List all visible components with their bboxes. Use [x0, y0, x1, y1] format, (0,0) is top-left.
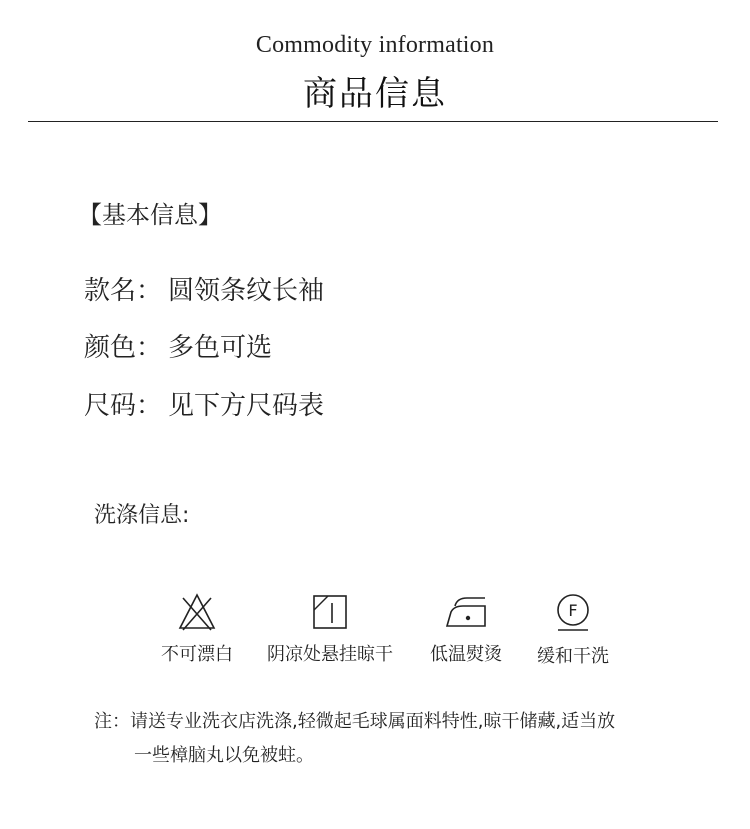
care-label: 缓和干洗 [537, 646, 609, 667]
field-size [84, 385, 324, 422]
field-label: 颜色 [84, 333, 137, 363]
care-note [94, 705, 694, 773]
care-label: 不可漂白 [161, 644, 233, 665]
note-line-1: 请送专业洗衣店洗涤,轻微起毛球属面料特性,晾干储藏,适当放 [130, 711, 616, 732]
field-separator: ： [136, 333, 163, 363]
svg-text:F: F [568, 601, 578, 620]
note-line-2: 一些樟脑丸以免被蛀。 [134, 745, 314, 766]
care-item-gentle-dry-clean [493, 592, 653, 668]
divider [28, 121, 718, 122]
care-label: 阴凉处悬挂晾干 [267, 644, 393, 665]
field-value: 多色可选 [168, 333, 273, 363]
field-color [84, 327, 272, 364]
field-label: 款名 [84, 276, 137, 306]
basic-info-title: 【基本信息】 [78, 201, 222, 229]
english-title: Commodity information [255, 32, 495, 58]
field-value: 见下方尺码表 [168, 391, 325, 421]
field-separator: ： [136, 391, 163, 421]
gentle-dry-clean-icon [493, 592, 653, 634]
wash-info-title: 洗涤信息: [94, 503, 190, 528]
field-separator: ： [136, 276, 163, 306]
field-value: 圆领条纹长袖 [168, 276, 325, 306]
page-title: 商品信息 [303, 74, 447, 114]
care-label: 低温熨烫 [430, 644, 502, 665]
field-style-name [84, 270, 324, 307]
field-label: 尺码 [84, 391, 137, 421]
note-prefix: 注： [94, 711, 130, 732]
